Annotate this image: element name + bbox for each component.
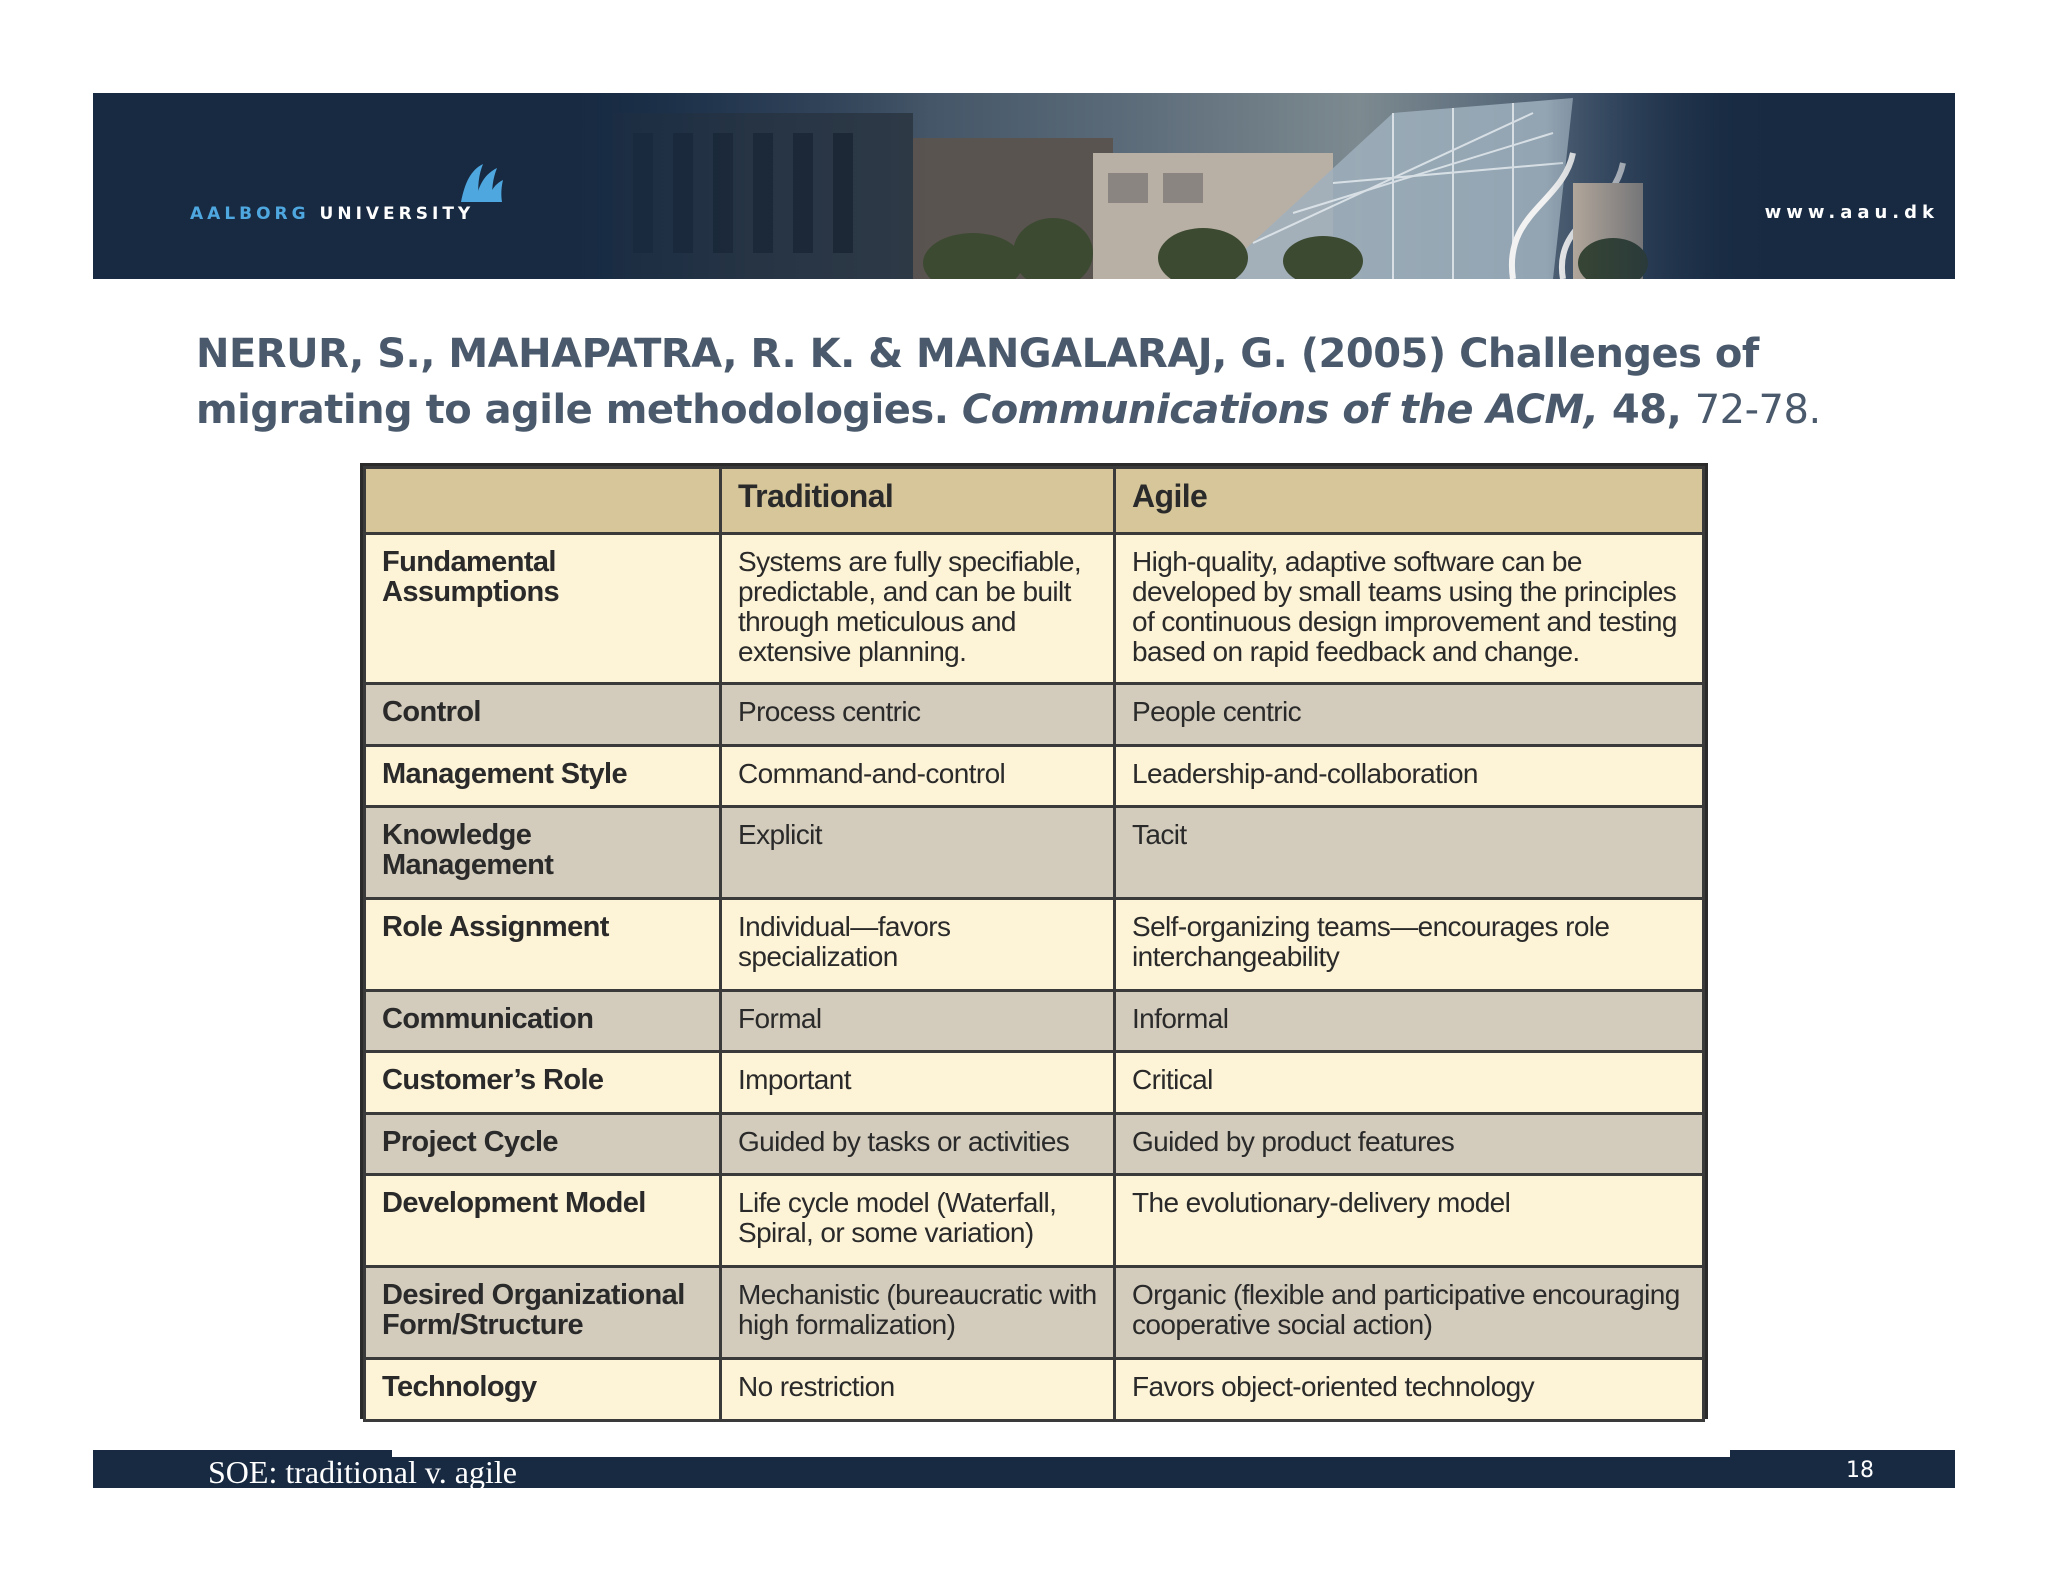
agile-cell: Critical xyxy=(1115,1052,1704,1114)
campus-building-image xyxy=(93,93,1955,279)
row-label: Desired Organizational Form/Structure xyxy=(365,1267,721,1359)
table-row xyxy=(365,534,1704,684)
traditional-cell: Formal xyxy=(721,991,1115,1052)
agile-cell: People centric xyxy=(1115,684,1704,746)
traditional-cell: Explicit xyxy=(721,807,1115,899)
page-number: 18 xyxy=(1846,1458,1874,1483)
logo-aalborg: AALBORG xyxy=(190,204,310,224)
traditional-cell: No restriction xyxy=(721,1359,1115,1421)
traditional-cell: Systems are fully specifiable, predictable, and can be built through meticulous and extensive planning. xyxy=(721,534,1115,684)
citation-authors-title: NERUR, S., MAHAPATRA, R. K. & MANGALARAJ, G. (2005) Challenges of migrating to agile methodologies. xyxy=(196,331,1759,433)
traditional-cell: Life cycle model (Waterfall, Spiral, or some variation) xyxy=(721,1175,1115,1267)
citation-heading xyxy=(196,326,1916,438)
header-traditional: Traditional xyxy=(721,468,1115,534)
row-label: Customer’s Role xyxy=(365,1052,721,1114)
agile-cell: High-quality, adaptive software can be developed by small teams using the principles of continuous design improvement and testing based on rapid feedback and change. xyxy=(1115,534,1704,684)
table-row xyxy=(365,807,1704,899)
row-label: Project Cycle xyxy=(365,1114,721,1175)
traditional-cell: Mechanistic (bureaucratic with high formalization) xyxy=(721,1267,1115,1359)
agile-cell: Tacit xyxy=(1115,807,1704,899)
row-label: Technology xyxy=(365,1359,721,1421)
table-row xyxy=(365,684,1704,746)
agile-cell: Self-organizing teams—encourages role interchangeability xyxy=(1115,899,1704,991)
traditional-cell: Important xyxy=(721,1052,1115,1114)
agile-cell: Guided by product features xyxy=(1115,1114,1704,1175)
logo-university: UNIVERSITY xyxy=(319,204,475,224)
agile-cell: The evolutionary-delivery model xyxy=(1115,1175,1704,1267)
table-row xyxy=(365,746,1704,807)
row-label: Management Style xyxy=(365,746,721,807)
citation-journal: Communications of the ACM, xyxy=(961,387,1599,433)
footer-title: SOE: traditional v. agile xyxy=(208,1454,517,1490)
row-label: Control xyxy=(365,684,721,746)
table-row xyxy=(365,1114,1704,1175)
traditional-cell: Process centric xyxy=(721,684,1115,746)
header-agile: Agile xyxy=(1115,468,1704,534)
row-label: Development Model xyxy=(365,1175,721,1267)
header-empty xyxy=(365,468,721,534)
row-label: Role Assignment xyxy=(365,899,721,991)
row-label: Communication xyxy=(365,991,721,1052)
table-row xyxy=(365,899,1704,991)
header-banner xyxy=(93,93,1955,279)
table-row xyxy=(365,1267,1704,1359)
agile-cell: Organic (flexible and participative encouraging cooperative social action) xyxy=(1115,1267,1704,1359)
comparison-table xyxy=(363,466,1705,1422)
table-row xyxy=(365,1175,1704,1267)
agile-cell: Leadership-and-collaboration xyxy=(1115,746,1704,807)
table-row xyxy=(365,991,1704,1052)
traditional-cell: Individual—favors specialization xyxy=(721,899,1115,991)
site-url[interactable]: www.aau.dk xyxy=(1764,202,1939,223)
row-label: Fundamental Assumptions xyxy=(365,534,721,684)
table-row xyxy=(365,1052,1704,1114)
footer-divider xyxy=(392,1450,1730,1457)
citation-volume: 48, xyxy=(1611,387,1682,433)
agile-cell: Favors object-oriented technology xyxy=(1115,1359,1704,1421)
row-label: Knowledge Management xyxy=(365,807,721,899)
traditional-cell: Guided by tasks or activities xyxy=(721,1114,1115,1175)
aau-logo-icon xyxy=(457,162,503,204)
table-header-row xyxy=(365,468,1704,534)
comparison-table-image xyxy=(360,463,1708,1419)
agile-cell: Informal xyxy=(1115,991,1704,1052)
citation-pages: 72-78. xyxy=(1694,387,1821,433)
university-logo-text xyxy=(190,204,474,224)
traditional-cell: Command-and-control xyxy=(721,746,1115,807)
table-row xyxy=(365,1359,1704,1421)
